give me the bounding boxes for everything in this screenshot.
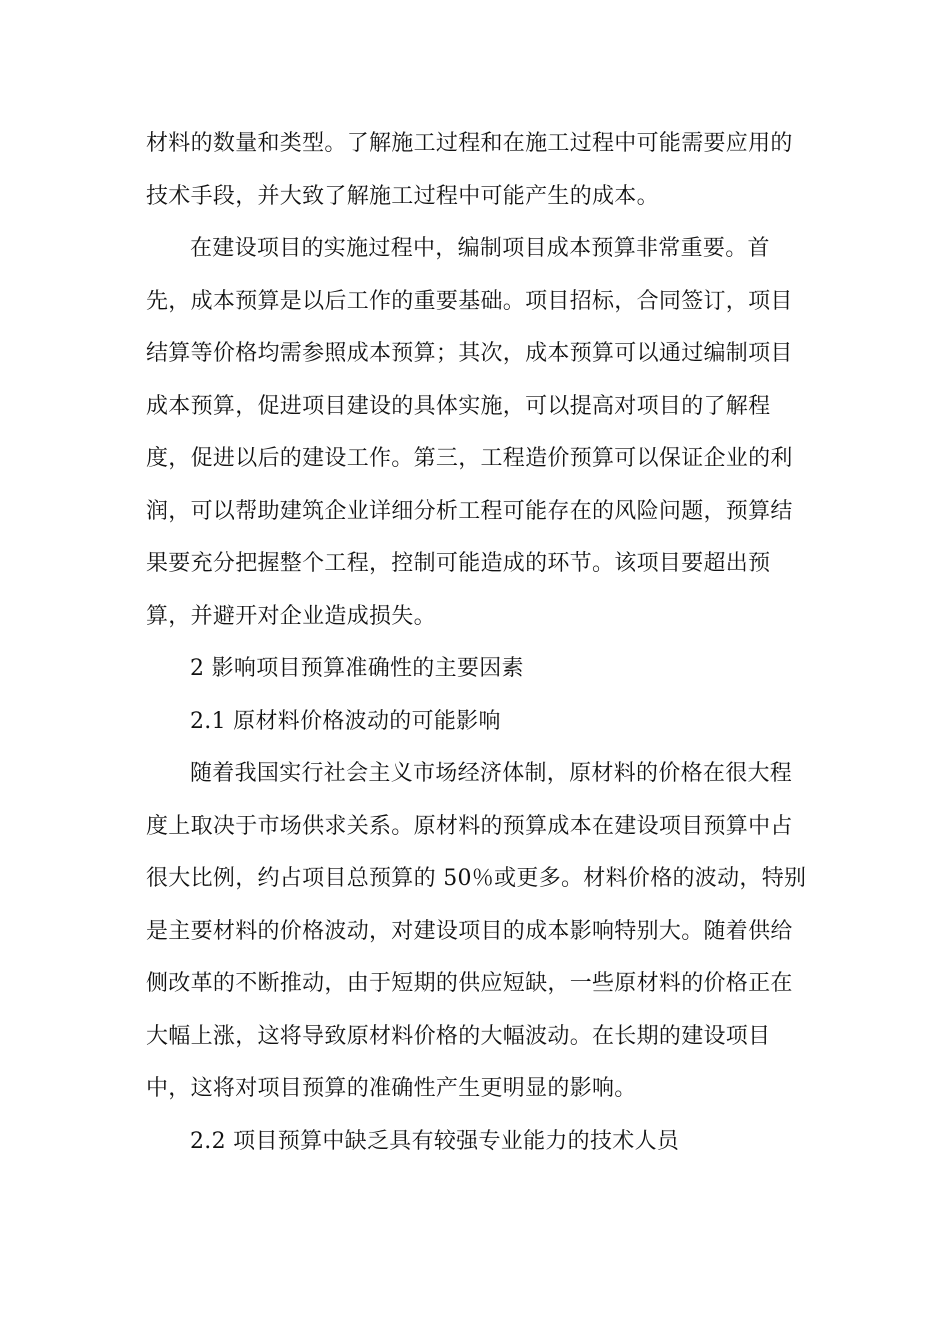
text-line: 是主要材料的价格波动，对建设项目的成本影响特别大。随着供给 — [146, 918, 793, 944]
text-line: 大幅上涨，这将导致原材料价格的大幅波动。在长期的建设项目 — [146, 1023, 771, 1049]
text-line: 算，并避开对企业造成损失。 — [146, 603, 436, 629]
text-line: 材料的数量和类型。了解施工过程和在施工过程中可能需要应用的 — [146, 131, 793, 156]
text-line: 随着我国实行社会主义市场经济体制，原材料的价格在很大程 — [190, 761, 793, 786]
text-line: 润，可以帮助建筑企业详细分析工程可能存在的风险问题，预算结 — [146, 498, 793, 524]
text-line: 很大比例，约占项目总预算的 50％或更多。材料价格的波动，特别 — [146, 866, 807, 891]
text-line: 结算等价格均需参照成本预算；其次，成本预算可以通过编制项目 — [146, 341, 793, 366]
section-heading-2-2 — [146, 1116, 808, 1169]
text-line: 在建设项目的实施过程中，编制项目成本预算非常重要。首 — [190, 236, 770, 261]
text-line: 侧改革的不断推动，由于短期的供应短缺，一些原材料的价格正在 — [146, 971, 793, 996]
document-body — [146, 118, 808, 1168]
text-line: 度，促进以后的建设工作。第三，工程造价预算可以保证企业的利 — [146, 446, 793, 471]
text-line: 果要充分把握整个工程，控制可能造成的环节。该项目要超出预 — [146, 551, 771, 576]
text-line: 成本预算，促进项目建设的具体实施，可以提高对项目的了解程 — [146, 393, 771, 419]
paragraph-material-price — [146, 748, 808, 1116]
paragraph-budget-importance — [146, 223, 808, 643]
paragraph-continuation — [146, 118, 808, 223]
text-line: 度上取决于市场供求关系。原材料的预算成本在建设项目预算中占 — [146, 813, 793, 839]
text-line: 技术手段，并大致了解施工过程中可能产生的成本。 — [146, 183, 659, 209]
text-line: 先，成本预算是以后工作的重要基础。项目招标，合同签订，项目 — [146, 288, 793, 314]
section-heading-2 — [146, 643, 808, 696]
heading-text: 2 影响项目预算准确性的主要因素 — [190, 656, 524, 681]
heading-text: 2.1 原材料价格波动的可能影响 — [190, 708, 501, 734]
text-line: 中，这将对项目预算的准确性产生更明显的影响。 — [146, 1076, 637, 1101]
section-heading-2-1 — [146, 696, 808, 749]
heading-text: 2.2 项目预算中缺乏具有较强专业能力的技术人员 — [190, 1128, 680, 1154]
